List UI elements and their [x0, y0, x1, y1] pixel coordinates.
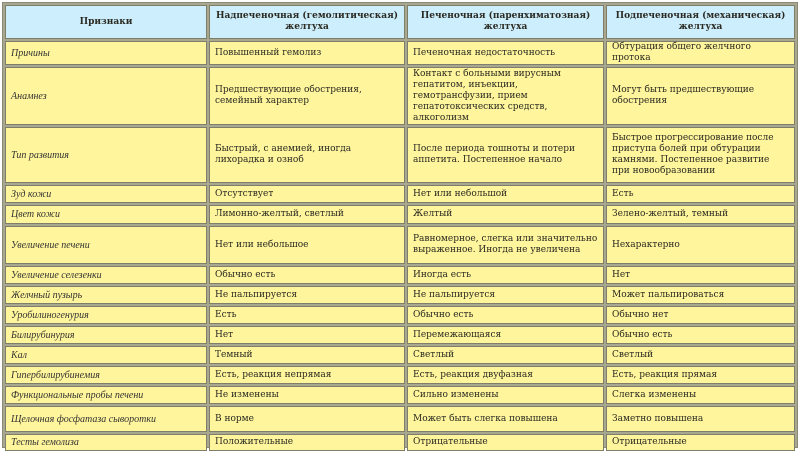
posthepatic-cell: Может пальпироваться: [606, 286, 795, 304]
posthepatic-cell: Светлый: [606, 346, 795, 364]
sign-cell: Желчный пузырь: [5, 286, 207, 304]
prehepatic-cell: Быстрый, с анемией, иногда лихорадка и озноб: [209, 127, 405, 183]
prehepatic-cell: Не пальпируется: [209, 286, 405, 304]
jaundice-comparison-table-container: [2, 2, 798, 448]
hepatic-cell: Есть, реакция двуфазная: [407, 366, 604, 384]
posthepatic-cell: Быстрое прогрессирование после приступа болей при обтурации камнями. Постепенное развитие при новообразовании: [606, 127, 795, 183]
table-row: [5, 41, 795, 65]
sign-cell: Анамнез: [5, 67, 207, 125]
table-row: [5, 434, 795, 451]
prehepatic-cell: Есть, реакция непрямая: [209, 366, 405, 384]
sign-cell: Тесты гемолиза: [5, 434, 207, 451]
hepatic-cell: Желтый: [407, 205, 604, 224]
hepatic-cell: Перемежающаяся: [407, 326, 604, 344]
prehepatic-cell: Положительные: [209, 434, 405, 451]
header-posthepatic: Подпеченочная (механическая) желтуха: [606, 5, 795, 39]
sign-cell: Цвет кожи: [5, 205, 207, 224]
prehepatic-cell: Нет: [209, 326, 405, 344]
posthepatic-cell: Слегка изменены: [606, 386, 795, 404]
sign-cell: Билирубинурия: [5, 326, 207, 344]
sign-cell: Гипербилирубинемия: [5, 366, 207, 384]
header-signs: Признаки: [5, 5, 207, 39]
table-row: [5, 366, 795, 384]
table-row: [5, 127, 795, 183]
prehepatic-cell: В норме: [209, 406, 405, 432]
hepatic-cell: После периода тошноты и потери аппетита. Постепенное начало: [407, 127, 604, 183]
hepatic-cell: Светлый: [407, 346, 604, 364]
prehepatic-cell: Повышенный гемолиз: [209, 41, 405, 65]
hepatic-cell: Контакт с больными вирусным гепатитом, инъекции, гемотрансфузии, прием гепатотоксических средств, алкоголизм: [407, 67, 604, 125]
prehepatic-cell: Лимонно-желтый, светлый: [209, 205, 405, 224]
hepatic-cell: Отрицательные: [407, 434, 604, 451]
hepatic-cell: Печеночная недостаточность: [407, 41, 604, 65]
table-row: [5, 185, 795, 203]
table-row: [5, 205, 795, 224]
sign-cell: Увеличение печени: [5, 226, 207, 264]
posthepatic-cell: Обычно есть: [606, 326, 795, 344]
table-row: [5, 266, 795, 284]
hepatic-cell: Сильно изменены: [407, 386, 604, 404]
prehepatic-cell: Темный: [209, 346, 405, 364]
posthepatic-cell: Нет: [606, 266, 795, 284]
table-row: [5, 306, 795, 324]
prehepatic-cell: Есть: [209, 306, 405, 324]
prehepatic-cell: Обычно есть: [209, 266, 405, 284]
hepatic-cell: Обычно есть: [407, 306, 604, 324]
header-hepatic: Печеночная (паренхиматозная) желтуха: [407, 5, 604, 39]
table-body: [5, 41, 795, 451]
table-header-row: [5, 5, 795, 39]
posthepatic-cell: Зелено-желтый, темный: [606, 205, 795, 224]
hepatic-cell: Может быть слегка повышена: [407, 406, 604, 432]
posthepatic-cell: Заметно повышена: [606, 406, 795, 432]
posthepatic-cell: Есть, реакция прямая: [606, 366, 795, 384]
table-row: [5, 346, 795, 364]
posthepatic-cell: Обтурация общего желчного протока: [606, 41, 795, 65]
sign-cell: Кал: [5, 346, 207, 364]
sign-cell: Причины: [5, 41, 207, 65]
sign-cell: Щелочная фосфатаза сыворотки: [5, 406, 207, 432]
sign-cell: Функциональные пробы печени: [5, 386, 207, 404]
table-row: [5, 226, 795, 264]
prehepatic-cell: Нет или небольшое: [209, 226, 405, 264]
posthepatic-cell: Обычно нет: [606, 306, 795, 324]
posthepatic-cell: Отрицательные: [606, 434, 795, 451]
posthepatic-cell: Нехарактерно: [606, 226, 795, 264]
sign-cell: Увеличение селезенки: [5, 266, 207, 284]
prehepatic-cell: Не изменены: [209, 386, 405, 404]
table-row: [5, 406, 795, 432]
prehepatic-cell: Отсутствует: [209, 185, 405, 203]
header-prehepatic: Надпеченочная (гемолитическая) желтуха: [209, 5, 405, 39]
table-row: [5, 386, 795, 404]
hepatic-cell: Не пальпируется: [407, 286, 604, 304]
jaundice-comparison-table: [3, 3, 797, 453]
table-row: [5, 326, 795, 344]
sign-cell: Тип развития: [5, 127, 207, 183]
table-row: [5, 67, 795, 125]
posthepatic-cell: Могут быть предшествующие обострения: [606, 67, 795, 125]
sign-cell: Уробилиногенурия: [5, 306, 207, 324]
sign-cell: Зуд кожи: [5, 185, 207, 203]
prehepatic-cell: Предшествующие обострения, семейный характер: [209, 67, 405, 125]
posthepatic-cell: Есть: [606, 185, 795, 203]
hepatic-cell: Иногда есть: [407, 266, 604, 284]
hepatic-cell: Равномерное, слегка или значительно выраженное. Иногда не увеличена: [407, 226, 604, 264]
hepatic-cell: Нет или небольшой: [407, 185, 604, 203]
table-row: [5, 286, 795, 304]
